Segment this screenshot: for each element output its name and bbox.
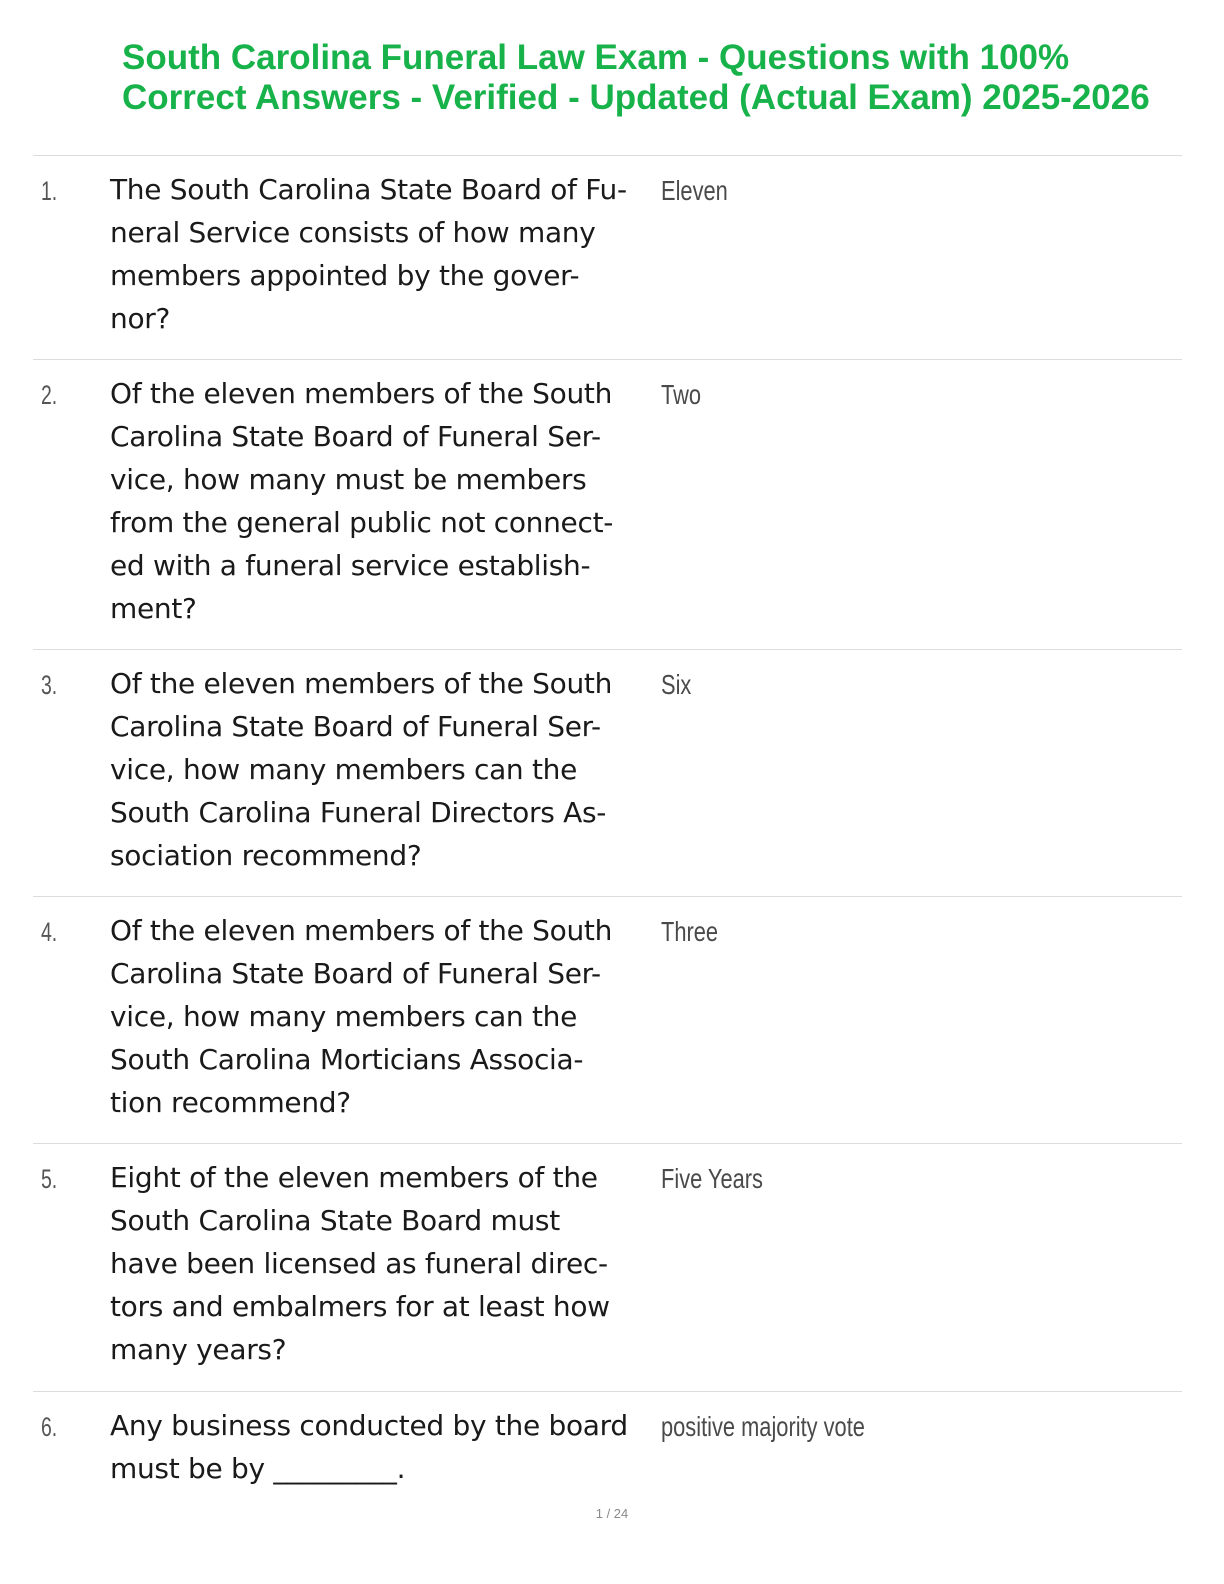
answer-text: Two — [661, 379, 702, 410]
question-line: vice, how many must be members — [110, 463, 587, 496]
question-line: Carolina State Board of Funeral Ser- — [110, 957, 601, 990]
question-number: 2. — [41, 380, 58, 410]
question-line: South Carolina Morticians Associa- — [110, 1043, 584, 1076]
question-line: Of the eleven members of the South — [110, 667, 613, 700]
question-text — [110, 372, 658, 630]
question-line: South Carolina State Board must — [110, 1204, 560, 1237]
document-title — [122, 38, 1202, 118]
question-line: ment? — [110, 592, 197, 625]
question-line: have been licensed as funeral direc- — [110, 1247, 608, 1280]
question-number: 4. — [41, 917, 58, 947]
question-row-6 — [33, 1391, 1182, 1502]
question-line: Of the eleven members of the South — [110, 914, 613, 947]
question-line: tors and embalmers for at least how — [110, 1290, 610, 1323]
question-line: from the general public not connect- — [110, 506, 614, 539]
question-line: tion recommend? — [110, 1086, 351, 1119]
question-line: many years? — [110, 1333, 287, 1366]
question-text — [110, 662, 658, 877]
question-line: nor? — [110, 302, 171, 335]
question-text — [110, 168, 658, 340]
question-line: sociation recommend? — [110, 839, 422, 872]
question-line: Carolina State Board of Funeral Ser- — [110, 710, 601, 743]
question-line: vice, how many members can the — [110, 753, 578, 786]
question-row-1 — [33, 155, 1182, 359]
question-row-5 — [33, 1143, 1182, 1391]
question-text — [110, 1156, 658, 1371]
question-line: must be by _________. — [110, 1452, 406, 1485]
question-line: Of the eleven members of the South — [110, 377, 613, 410]
answer-text: Five Years — [661, 1163, 763, 1194]
question-row-4 — [33, 896, 1182, 1143]
question-line: South Carolina Funeral Directors As- — [110, 796, 607, 829]
question-number: 6. — [41, 1412, 58, 1442]
answer-text: Three — [661, 916, 719, 947]
title-line-2: Correct Answers - Verified - Updated (Actual Exam) 2025-2026 — [122, 78, 1150, 117]
answer-text: Six — [661, 669, 692, 700]
question-text — [110, 1404, 658, 1490]
question-line: vice, how many members can the — [110, 1000, 578, 1033]
question-line: members appointed by the gover- — [110, 259, 580, 292]
question-line: ed with a funeral service establish- — [110, 549, 591, 582]
question-number: 1. — [41, 176, 58, 206]
question-line: Any business conducted by the board — [110, 1409, 628, 1442]
question-number: 3. — [41, 670, 58, 700]
question-line: The South Carolina State Board of Fu- — [110, 173, 627, 206]
title-line-1: South Carolina Funeral Law Exam - Questions with 100% — [122, 38, 1070, 77]
answer-text: positive majority vote — [661, 1411, 865, 1442]
page-indicator: 1 / 24 — [595, 1506, 629, 1521]
question-line: neral Service consists of how many — [110, 216, 596, 249]
question-number: 5. — [41, 1164, 58, 1194]
answer-text: Eleven — [661, 175, 728, 206]
question-row-2 — [33, 359, 1182, 649]
question-text — [110, 909, 658, 1124]
question-list — [33, 155, 1182, 1502]
question-row-3 — [33, 649, 1182, 896]
question-line: Carolina State Board of Funeral Ser- — [110, 420, 601, 453]
question-line: Eight of the eleven members of the — [110, 1161, 598, 1194]
